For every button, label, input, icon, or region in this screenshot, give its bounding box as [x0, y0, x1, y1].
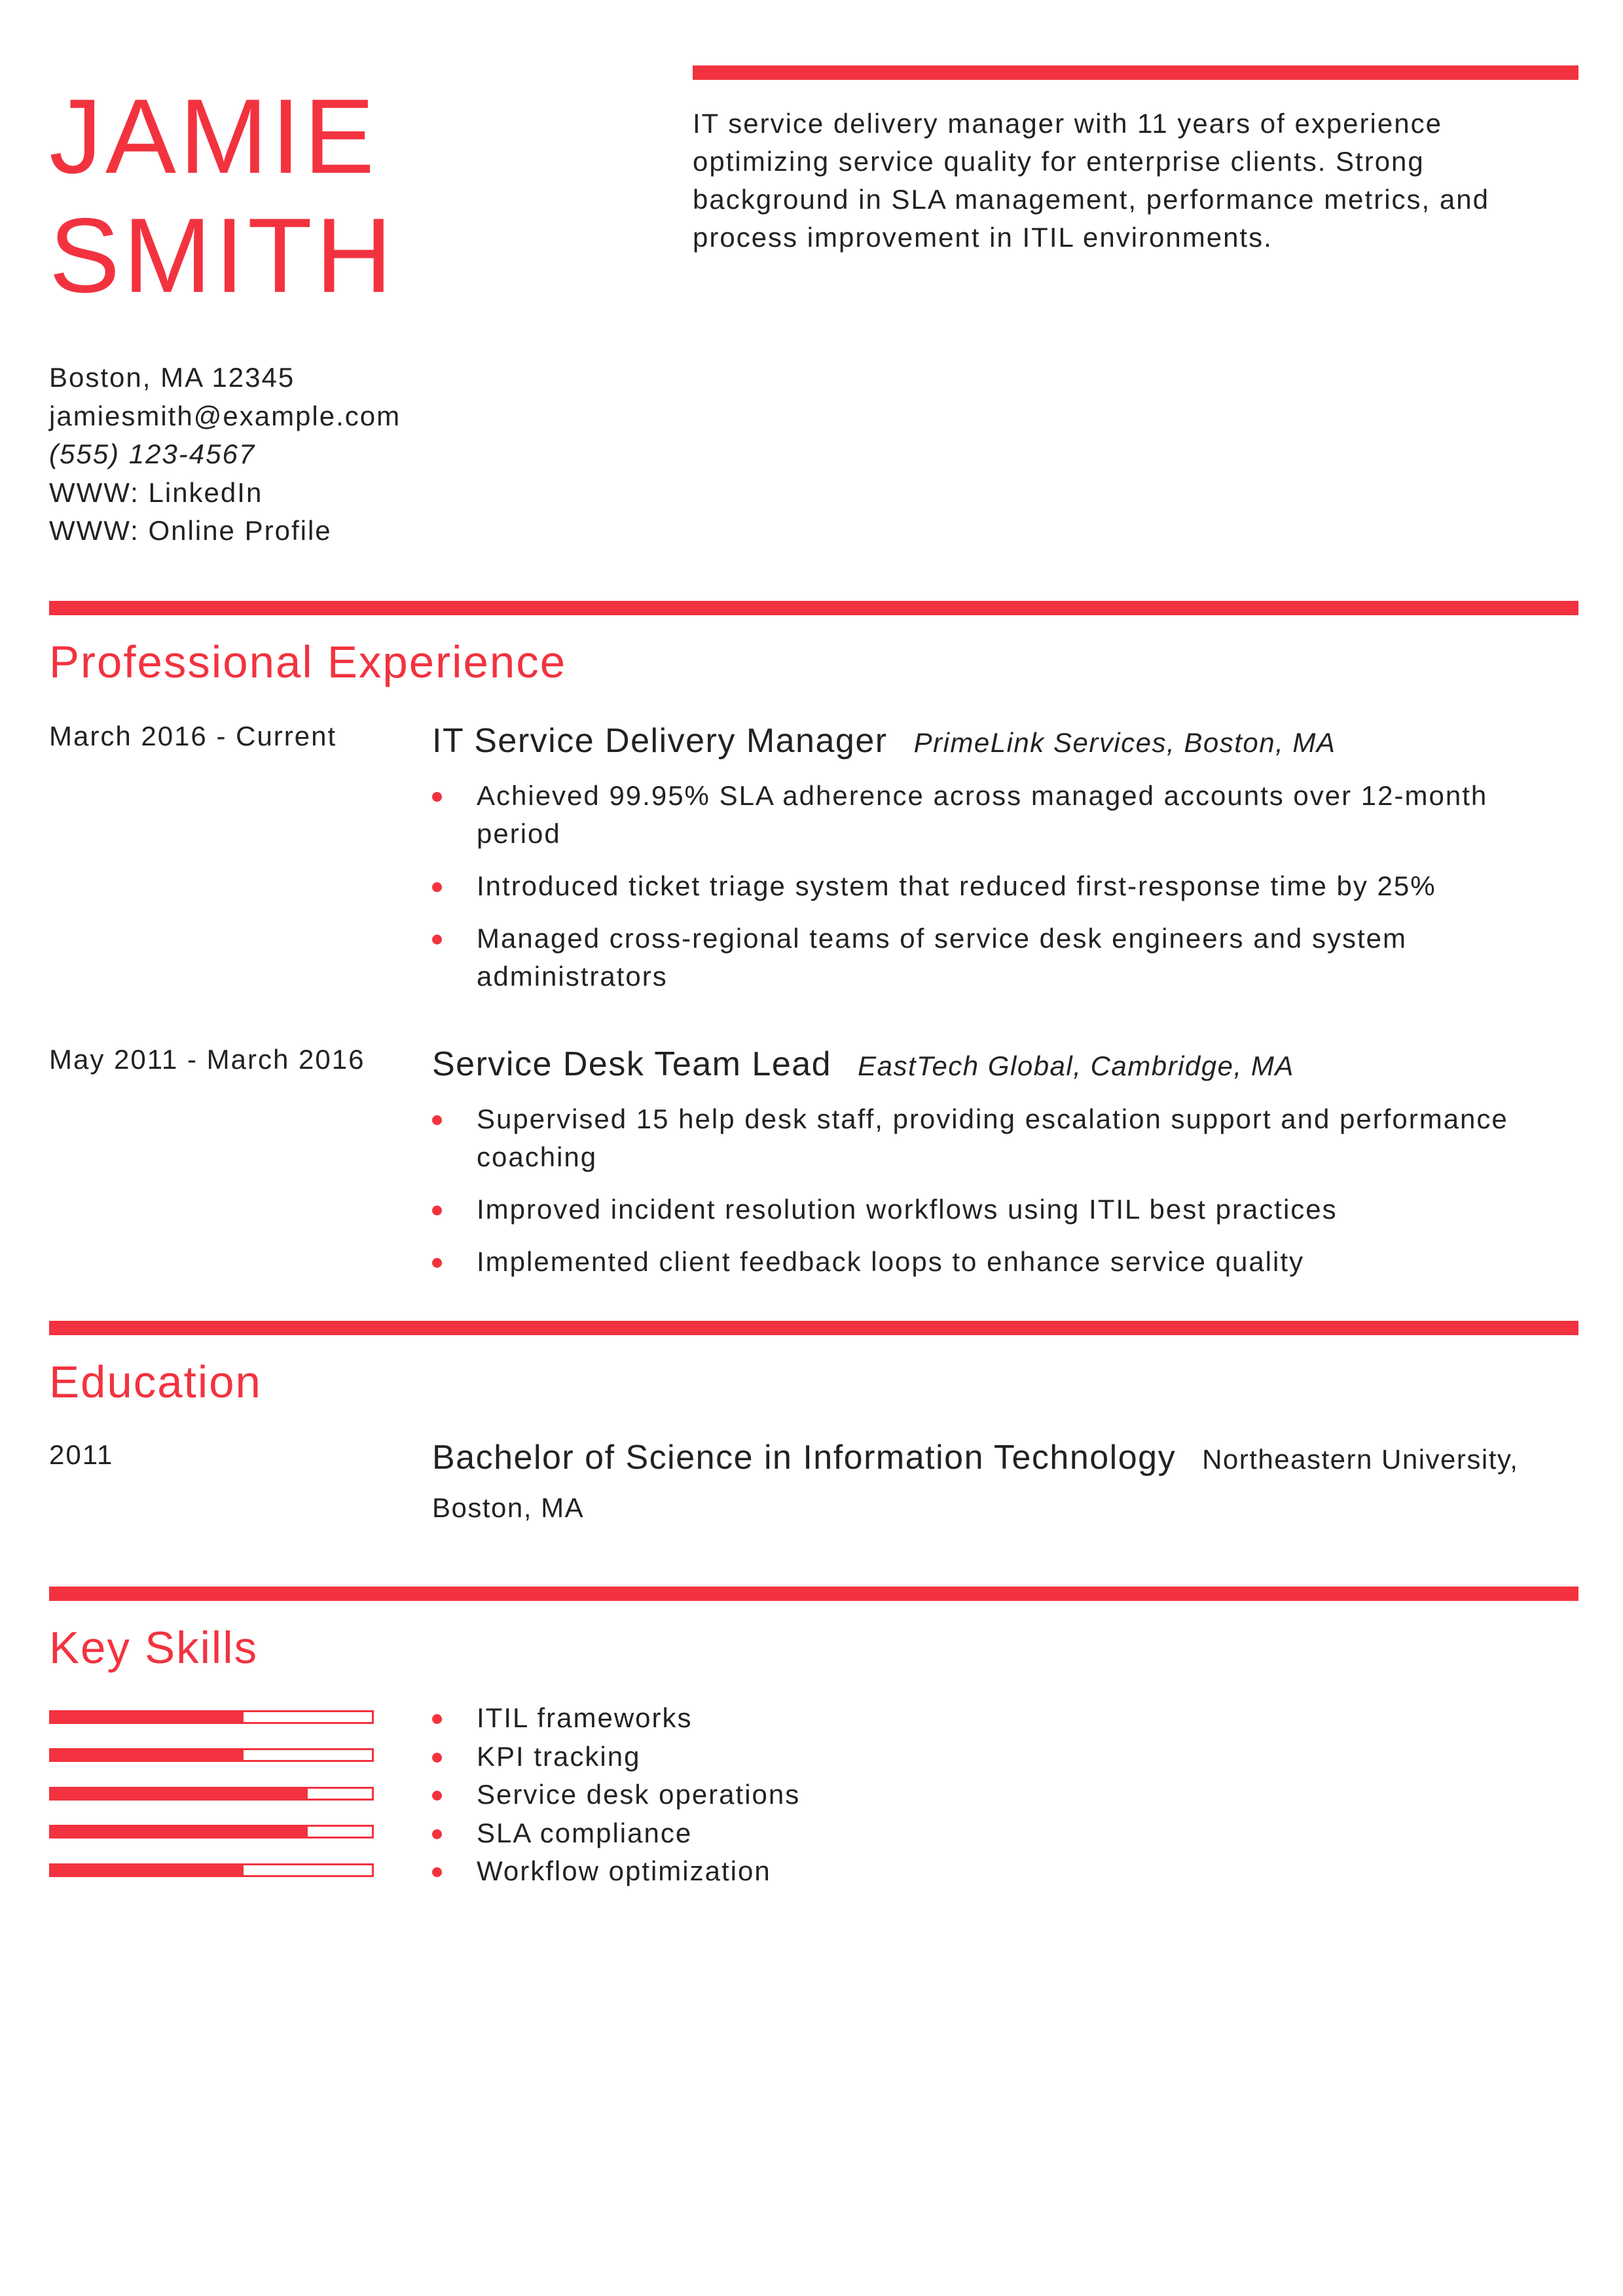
job-2-bullets	[432, 1100, 1578, 1281]
skill-bar-fill	[51, 1750, 244, 1760]
job-1-company: PrimeLink Services, Boston, MA	[913, 727, 1336, 758]
professional-summary: IT service delivery manager with 11 years of experience optimizing service quality for enterprise clients. Strong background in SLA management, performance metrics, and process improvement in ITIL environments.	[693, 108, 1489, 253]
job-1-dates: March 2016 - Current	[49, 721, 337, 751]
job-2	[432, 1045, 1578, 1281]
education-rule	[49, 1321, 1578, 1335]
list-item: Workflow optimization	[432, 1852, 800, 1891]
list-item: Improved incident resolution workflows using ITIL best practices	[432, 1191, 1578, 1229]
skill-bar-sla-compliance	[49, 1825, 374, 1839]
bullet-dot-icon	[432, 935, 442, 944]
candidate-name	[49, 77, 395, 315]
experience-section-title: Professional Experience	[49, 637, 567, 687]
list-item: ITIL frameworks	[432, 1699, 800, 1738]
job-1	[432, 721, 1578, 996]
bullet-dot-icon	[432, 1791, 442, 1801]
job-1-heading	[432, 721, 1578, 762]
education-school: Northeastern University, Boston, MA	[432, 1444, 1519, 1523]
list-item: KPI tracking	[432, 1738, 800, 1776]
bullet-dot-icon	[432, 1115, 442, 1125]
job-1-bullets	[432, 777, 1578, 996]
education-entry	[432, 1433, 1578, 1532]
job-2-dates: May 2011 - March 2016	[49, 1044, 365, 1075]
bullet-dot-icon	[432, 1867, 442, 1877]
bullet-dot-icon	[432, 1753, 442, 1763]
skill-bar-workflow-optimization	[49, 1863, 374, 1877]
contact-info	[49, 359, 401, 550]
job-1-role: IT Service Delivery Manager	[432, 722, 888, 760]
skill-bar-fill	[51, 1712, 244, 1722]
skills-list	[432, 1699, 800, 1891]
summary-top-rule	[693, 65, 1578, 80]
name-first: JAMIE	[49, 77, 378, 196]
bullet-dot-icon	[432, 1206, 442, 1215]
education-year: 2011	[49, 1439, 114, 1470]
bullet-dot-icon	[432, 1714, 442, 1724]
skill-bar-service-desk-operations	[49, 1787, 374, 1801]
bullet-dot-icon	[432, 792, 442, 802]
bullet-dot-icon	[432, 1829, 442, 1839]
name-last: SMITH	[49, 196, 395, 315]
contact-online-profile: WWW: Online Profile	[49, 515, 332, 546]
contact-phone: (555) 123-4567	[49, 439, 256, 469]
bullet-dot-icon	[432, 1258, 442, 1268]
list-item: Achieved 99.95% SLA adherence across managed accounts over 12-month period	[432, 777, 1578, 853]
list-item: SLA compliance	[432, 1814, 800, 1853]
education-section-title: Education	[49, 1357, 262, 1407]
list-item: Managed cross-regional teams of service desk engineers and system administrators	[432, 920, 1578, 996]
education-degree: Bachelor of Science in Information Technology	[432, 1439, 1176, 1477]
list-item: Supervised 15 help desk staff, providing escalation support and performance coaching	[432, 1100, 1578, 1176]
skills-rule	[49, 1587, 1578, 1601]
bullet-dot-icon	[432, 882, 442, 892]
job-2-role: Service Desk Team Lead	[432, 1045, 832, 1083]
skill-bar-fill	[51, 1827, 308, 1837]
contact-address: Boston, MA 12345	[49, 362, 295, 393]
list-item: Implemented client feedback loops to enhance service quality	[432, 1243, 1578, 1281]
contact-linkedin: WWW: LinkedIn	[49, 476, 263, 508]
job-2-heading	[432, 1045, 1578, 1086]
contact-email: jamiesmith@example.com	[49, 400, 401, 431]
list-item: Introduced ticket triage system that reduced first-response time by 25%	[432, 867, 1578, 905]
job-2-company: EastTech Global, Cambridge, MA	[858, 1050, 1294, 1081]
skills-section-title: Key Skills	[49, 1623, 259, 1673]
list-item: Service desk operations	[432, 1776, 800, 1814]
skill-bar-kpi-tracking	[49, 1748, 374, 1762]
skill-bar-fill	[51, 1789, 308, 1799]
experience-rule	[49, 601, 1578, 615]
skill-bar-itil-frameworks	[49, 1710, 374, 1724]
skill-bar-fill	[51, 1865, 244, 1875]
